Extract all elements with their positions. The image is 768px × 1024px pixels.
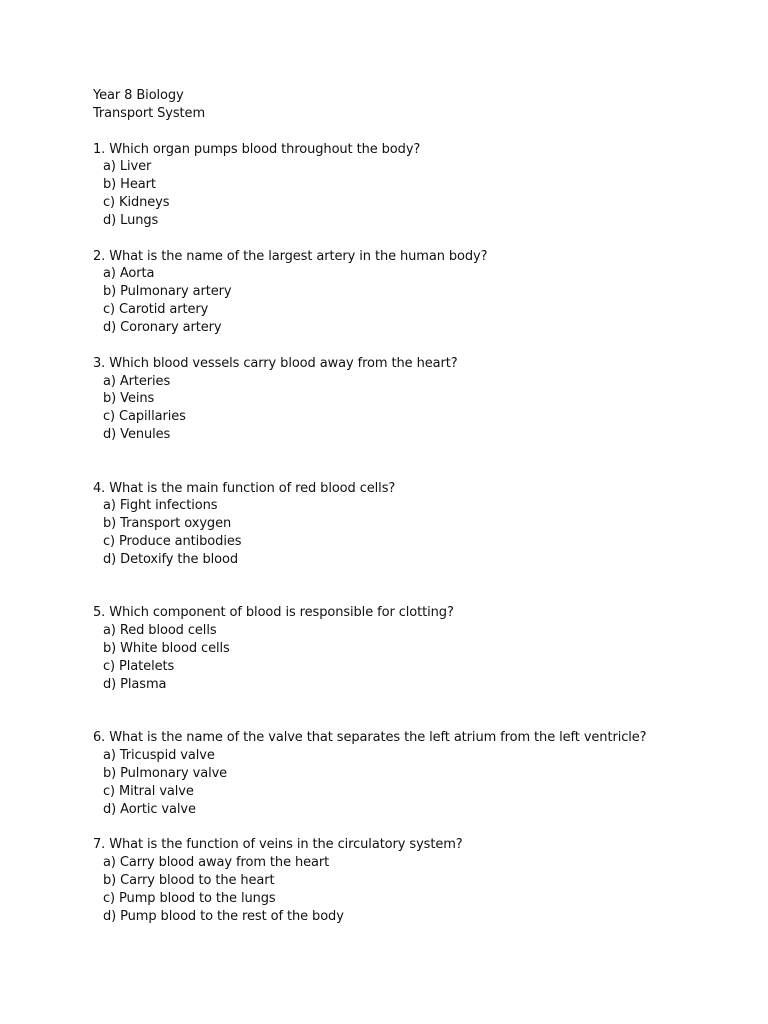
question-text: 4. What is the main function of red blood cells? — [93, 480, 396, 496]
answer-option: b) Heart — [103, 177, 156, 193]
answer-option: a) Aorta — [103, 266, 155, 282]
answer-option: a) Red blood cells — [103, 623, 217, 639]
answer-option: d) Lungs — [103, 212, 159, 228]
answer-option: a) Tricuspid valve — [103, 748, 215, 764]
question-block — [93, 729, 748, 818]
answer-option: c) Pump blood to the lungs — [103, 890, 276, 906]
answer-option: d) Pump blood to the rest of the body — [103, 908, 344, 924]
question-text: 7. What is the function of veins in the circulatory system? — [93, 837, 463, 853]
doc-title: Year 8 Biology — [93, 88, 184, 103]
document-body — [93, 87, 748, 926]
question-text: 2. What is the name of the largest artery in the human body? — [93, 248, 488, 264]
answer-option: c) Carotid artery — [103, 302, 209, 318]
answer-option: a) Liver — [103, 159, 152, 175]
question-block — [93, 141, 748, 230]
question-block — [93, 836, 748, 925]
answer-option: a) Arteries — [103, 373, 171, 389]
answer-option: b) Transport oxygen — [103, 516, 232, 532]
answer-option: d) Aortic valve — [103, 801, 196, 817]
answer-option: b) Pulmonary valve — [103, 766, 228, 782]
question-block — [93, 355, 748, 444]
answer-option: c) Platelets — [103, 659, 175, 674]
answer-option: d) Detoxify the blood — [103, 551, 238, 567]
answer-option: b) Veins — [103, 391, 155, 407]
answer-option: c) Kidneys — [103, 195, 170, 211]
question-text: 1. Which organ pumps blood throughout the body? — [93, 141, 421, 157]
question-text: 3. Which blood vessels carry blood away from the heart? — [93, 355, 458, 371]
answer-option: b) White blood cells — [103, 641, 230, 657]
question-text: 6. What is the name of the valve that separates the left atrium from the left ventricle? — [93, 730, 647, 746]
doc-subtitle: Transport System — [93, 105, 206, 121]
question-text: 5. Which component of blood is responsible for clotting? — [93, 605, 454, 621]
answer-option: c) Produce antibodies — [103, 534, 242, 550]
answer-option: b) Carry blood to the heart — [103, 873, 275, 889]
answer-option: c) Mitral valve — [103, 783, 194, 799]
answer-option: b) Pulmonary artery — [103, 284, 232, 300]
answer-option: c) Capillaries — [103, 409, 186, 425]
answer-option: a) Fight infections — [103, 498, 218, 514]
answer-option: a) Carry blood away from the heart — [103, 855, 330, 871]
answer-option: d) Coronary artery — [103, 319, 222, 335]
answer-option: d) Venules — [103, 427, 171, 443]
question-block — [93, 248, 748, 337]
answer-option: d) Plasma — [103, 676, 167, 692]
question-block — [93, 480, 748, 569]
question-block — [93, 604, 748, 693]
